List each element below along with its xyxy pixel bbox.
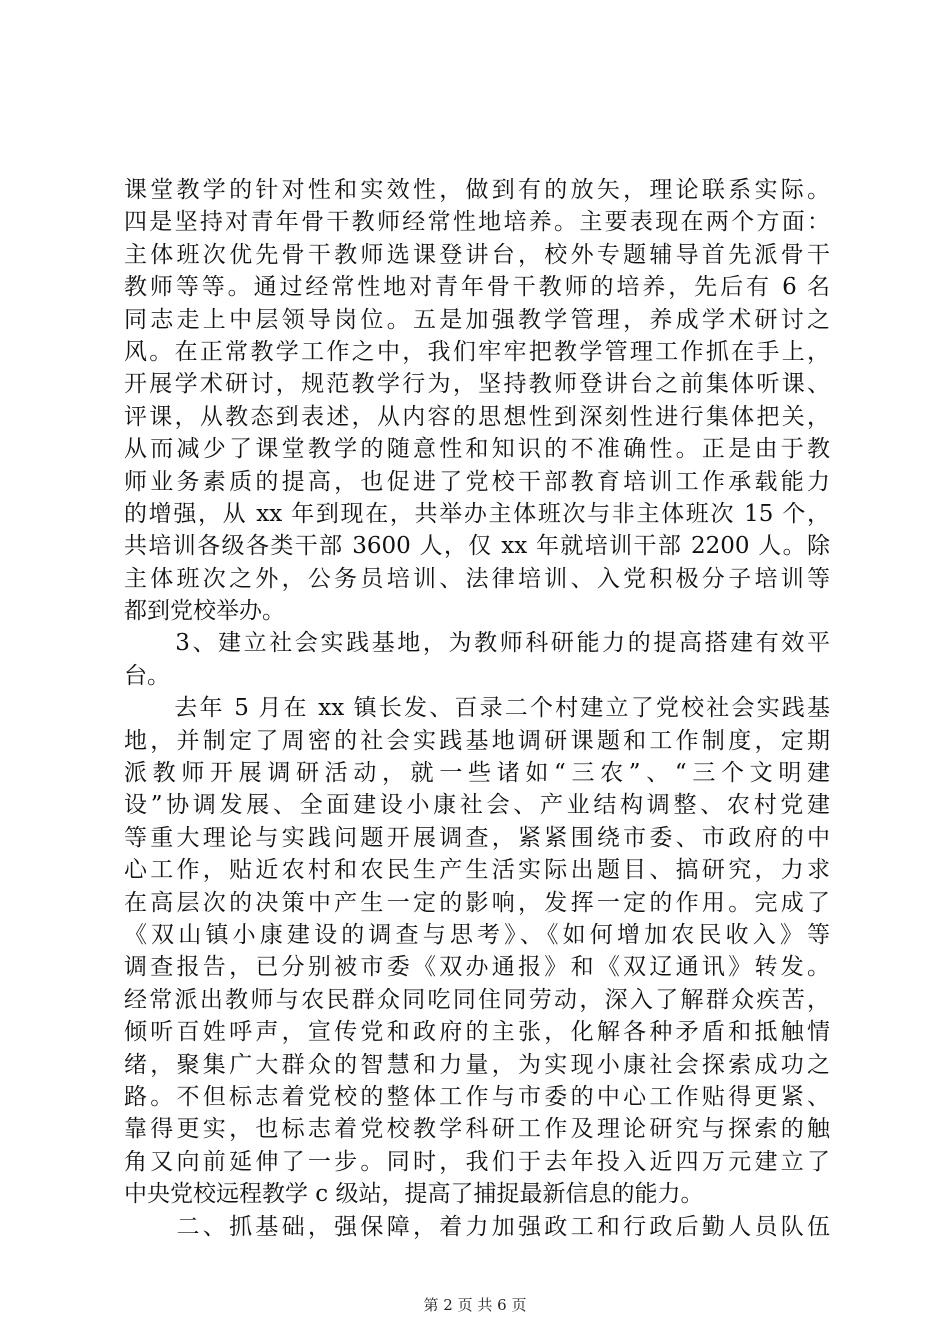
text-line: 二、抓基础，强保障，着力加强政工和行政后勤人员队伍 [124,1213,830,1240]
text-line: 开展学术研讨，规范教学行为，坚持教师登讲台之前集体听课、 [124,371,830,398]
text-line: 评课，从教态到表述，从内容的思想性到深刻性进行集体把关， [124,403,830,430]
text-line: 风。在正常教学工作之中，我们牢牢把教学管理工作抓在手上， [124,338,830,365]
text-line: 师业务素质的提高，也促进了党校干部教育培训工作承载能力 [124,468,830,495]
text-line: 倾听百姓呼声，宣传党和政府的主张，化解各种矛盾和抵触情 [124,1019,830,1046]
text-line: 共培训各级各类干部 3600 人，仅 xx 年就培训干部 2200 人。除 [124,533,830,560]
text-line: 角又向前延伸了一步。同时，我们于去年投入近四万元建立了 [124,1148,830,1175]
text-line: 去年 5 月在 xx 镇长发、百录二个村建立了党校社会实践基 [124,695,830,722]
text-line: 地，并制定了周密的社会实践基地调研课题和工作制度，定期 [124,727,830,754]
text-line: 派教师开展调研活动，就一些诸如“三农”、“三个文明建 [124,760,830,787]
text-line: 在高层次的决策中产生一定的影响，发挥一定的作用。完成了 [124,889,830,916]
text-line: 课堂教学的针对性和实效性，做到有的放矢，理论联系实际。 [124,177,830,203]
body-text [124,174,830,1243]
text-line: 台。 [124,662,170,689]
text-line: 经常派出教师与农民群众同吃同住同劳动，深入了解群众疾苦， [124,986,830,1013]
text-line: 四是坚持对青年骨干教师经常性地培养。主要表现在两个方面： [124,209,830,236]
text-line: 路。不但标志着党校的整体工作与市委的中心工作贴得更紧、 [124,1083,830,1110]
text-line: 从而减少了课堂教学的随意性和知识的不准确性。正是由于教 [124,436,830,463]
page-footer: 第 2 页 共 6 页 [423,1296,527,1314]
text-line: 主体班次优先骨干教师选课登讲台，校外专题辅导首先派骨干 [124,241,830,268]
text-line: 心工作，贴近农村和农民生产生活实际出题目、搞研究，力求 [124,857,830,884]
text-line: 主体班次之外，公务员培训、法律培训、入党积极分子培训等 [124,565,830,592]
text-line: 设”协调发展、全面建设小康社会、产业结构调整、农村党建 [124,792,830,819]
text-line: 等重大理论与实践问题开展调查，紧紧围绕市委、市政府的中 [124,824,830,851]
text-line: 《双山镇小康建设的调查与思考》、《如何增加农民收入》等 [124,921,830,948]
text-line: 同志走上中层领导岗位。五是加强教学管理，养成学术研讨之 [124,306,830,333]
text-line: 3、建立社会实践基地，为教师科研能力的提高搭建有效平 [124,630,830,657]
text-line: 的增强，从 xx 年到现在，共举办主体班次与非主体班次 15 个， [124,500,830,527]
text-line: 都到党校举办。 [124,598,285,625]
text-line: 靠得更实，也标志着党校教学科研工作及理论研究与探索的触 [124,1116,830,1143]
text-line: 中央党校远程教学 c 级站，提高了捕捉最新信息的能力。 [124,1181,704,1208]
text-line: 调查报告，已分别被市委《双办通报》和《双辽通讯》转发。 [124,954,830,981]
text-line: 教师等等。通过经常性地对青年骨干教师的培养，先后有 6 名 [124,274,830,301]
text-line: 绪，聚集广大群众的智慧和力量，为实现小康社会探索成功之 [124,1051,830,1078]
